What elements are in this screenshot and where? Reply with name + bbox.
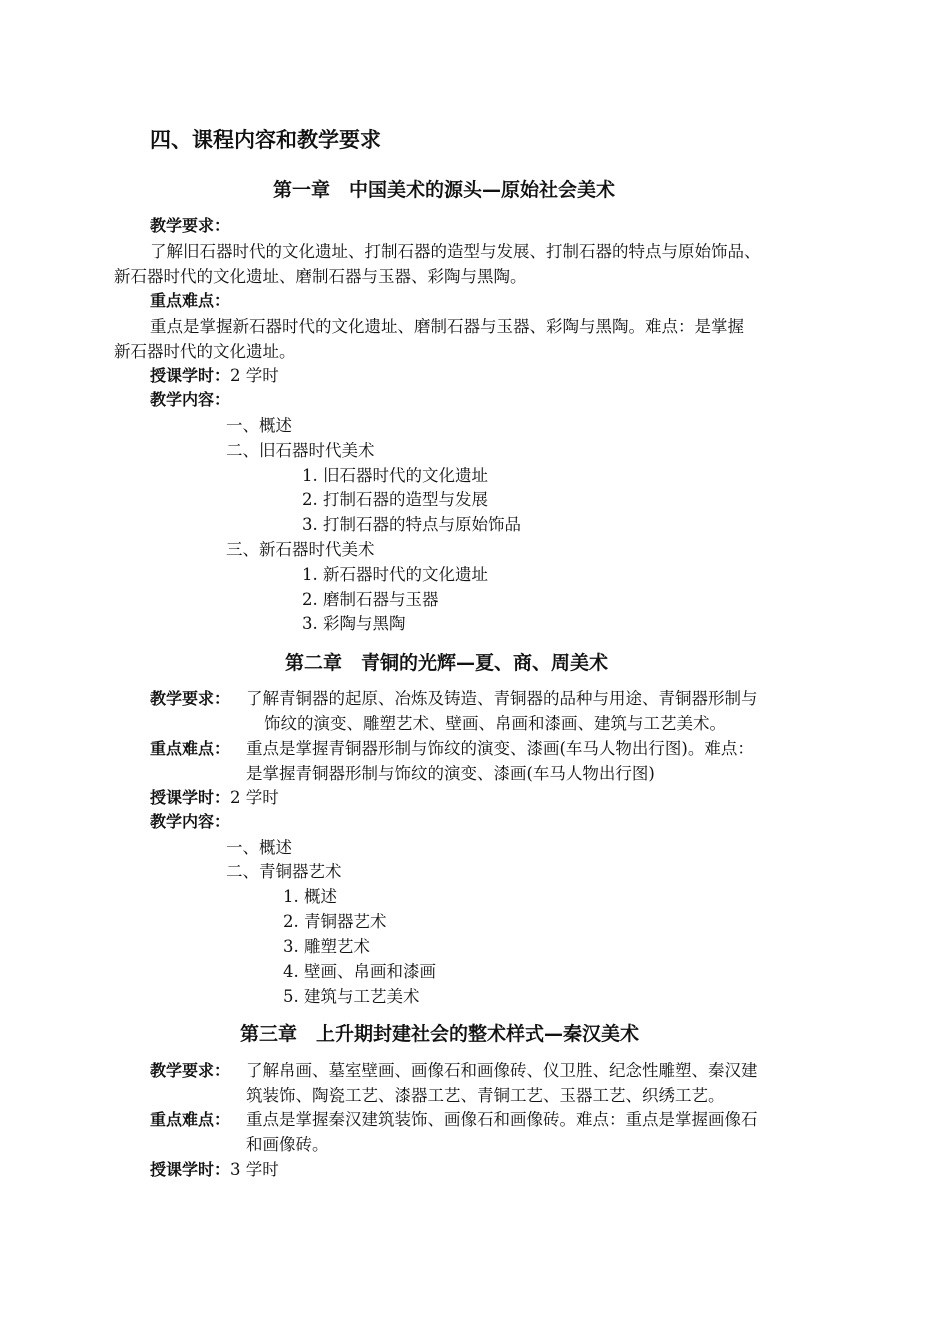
ch2-outline-item: 一、概述 xyxy=(226,838,292,857)
ch2-requirements-line1: 了解青铜器的起原、冶炼及铸造、青铜器的品种与用途、青铜器形制与 xyxy=(246,689,758,708)
ch3-key-points-line2: 和画像砖。 xyxy=(246,1135,329,1154)
ch2-hours-row xyxy=(150,784,279,808)
ch2-outline-subitem: 3. 雕塑艺术 xyxy=(283,937,370,956)
ch1-hours-label: 授课学时： xyxy=(150,366,231,385)
ch2-outline-subitem: 4. 壁画、帛画和漆画 xyxy=(283,962,436,981)
ch1-requirements-line2: 新石器时代的文化遗址、磨制石器与玉器、彩陶与黑陶。 xyxy=(114,267,527,286)
ch3-requirements-label: 教学要求： xyxy=(150,1061,231,1080)
ch2-outline-item: 二、青铜器艺术 xyxy=(226,862,342,881)
ch1-requirements-line1: 了解旧石器时代的文化遗址、打制石器的造型与发展、打制石器的特点与原始饰品、 xyxy=(150,242,761,261)
ch2-hours-value: 2 学时 xyxy=(230,788,279,807)
chapter-3-title: 第三章 上升期封建社会的整术样式—秦汉美术 xyxy=(240,1023,640,1045)
ch2-outline-subitem: 2. 青铜器艺术 xyxy=(283,912,387,931)
ch2-outline-subitem: 5. 建筑与工艺美术 xyxy=(283,987,420,1006)
ch2-requirements-line2: 饰纹的演变、雕塑艺术、壁画、帛画和漆画、建筑与工艺美术。 xyxy=(264,714,726,733)
ch1-outline-item: 一、概述 xyxy=(226,416,292,435)
ch3-key-points-label: 重点难点： xyxy=(150,1110,231,1129)
ch1-outline-item: 二、旧石器时代美术 xyxy=(226,441,375,460)
ch1-key-points-label: 重点难点： xyxy=(150,291,231,310)
ch1-content-label: 教学内容： xyxy=(150,390,231,409)
ch1-outline-subitem: 3. 彩陶与黑陶 xyxy=(302,614,406,633)
ch1-hours-value: 2 学时 xyxy=(230,366,279,385)
ch1-hours-row xyxy=(150,362,279,386)
ch3-key-points-line1: 重点是掌握秦汉建筑装饰、画像石和画像砖。难点：重点是掌握画像石 xyxy=(246,1110,758,1129)
ch1-outline-subitem: 1. 旧石器时代的文化遗址 xyxy=(302,466,488,485)
ch2-hours-label: 授课学时： xyxy=(150,788,231,807)
chapter-2-title: 第二章 青铜的光辉—夏、商、周美术 xyxy=(285,652,609,674)
section-title: 四、课程内容和教学要求 xyxy=(150,128,381,152)
ch2-key-points-line1: 重点是掌握青铜器形制与饰纹的演变、漆画(车马人物出行图)。难点： xyxy=(246,739,754,758)
ch3-hours-label: 授课学时： xyxy=(150,1160,231,1179)
ch1-outline-subitem: 2. 打制石器的造型与发展 xyxy=(302,490,488,509)
ch1-outline-subitem: 3. 打制石器的特点与原始饰品 xyxy=(302,515,521,534)
ch2-outline-subitem: 1. 概述 xyxy=(283,887,337,906)
ch1-key-points-line1: 重点是掌握新石器时代的文化遗址、磨制石器与玉器、彩陶与黑陶。难点：是掌握 xyxy=(150,317,744,336)
ch2-key-points-line2: 是掌握青铜器形制与饰纹的演变、漆画(车马人物出行图) xyxy=(246,764,655,783)
ch2-content-label: 教学内容： xyxy=(150,812,231,831)
ch1-outline-subitem: 2. 磨制石器与玉器 xyxy=(302,590,439,609)
ch2-requirements-label: 教学要求： xyxy=(150,689,231,708)
ch1-outline-subitem: 1. 新石器时代的文化遗址 xyxy=(302,565,488,584)
ch3-hours-value: 3 学时 xyxy=(230,1160,279,1179)
ch2-key-points-label: 重点难点： xyxy=(150,739,231,758)
chapter-1-title: 第一章 中国美术的源头—原始社会美术 xyxy=(273,179,616,201)
ch1-outline-item: 三、新石器时代美术 xyxy=(226,540,375,559)
ch1-key-points-line2: 新石器时代的文化遗址。 xyxy=(114,342,296,361)
ch3-requirements-line2: 筑装饰、陶瓷工艺、漆器工艺、青铜工艺、玉器工艺、织绣工艺。 xyxy=(246,1086,725,1105)
ch1-requirements-label: 教学要求： xyxy=(150,216,231,235)
ch3-requirements-line1: 了解帛画、墓室壁画、画像石和画像砖、仪卫胜、纪念性雕塑、秦汉建 xyxy=(246,1061,758,1080)
ch3-hours-row xyxy=(150,1156,279,1180)
